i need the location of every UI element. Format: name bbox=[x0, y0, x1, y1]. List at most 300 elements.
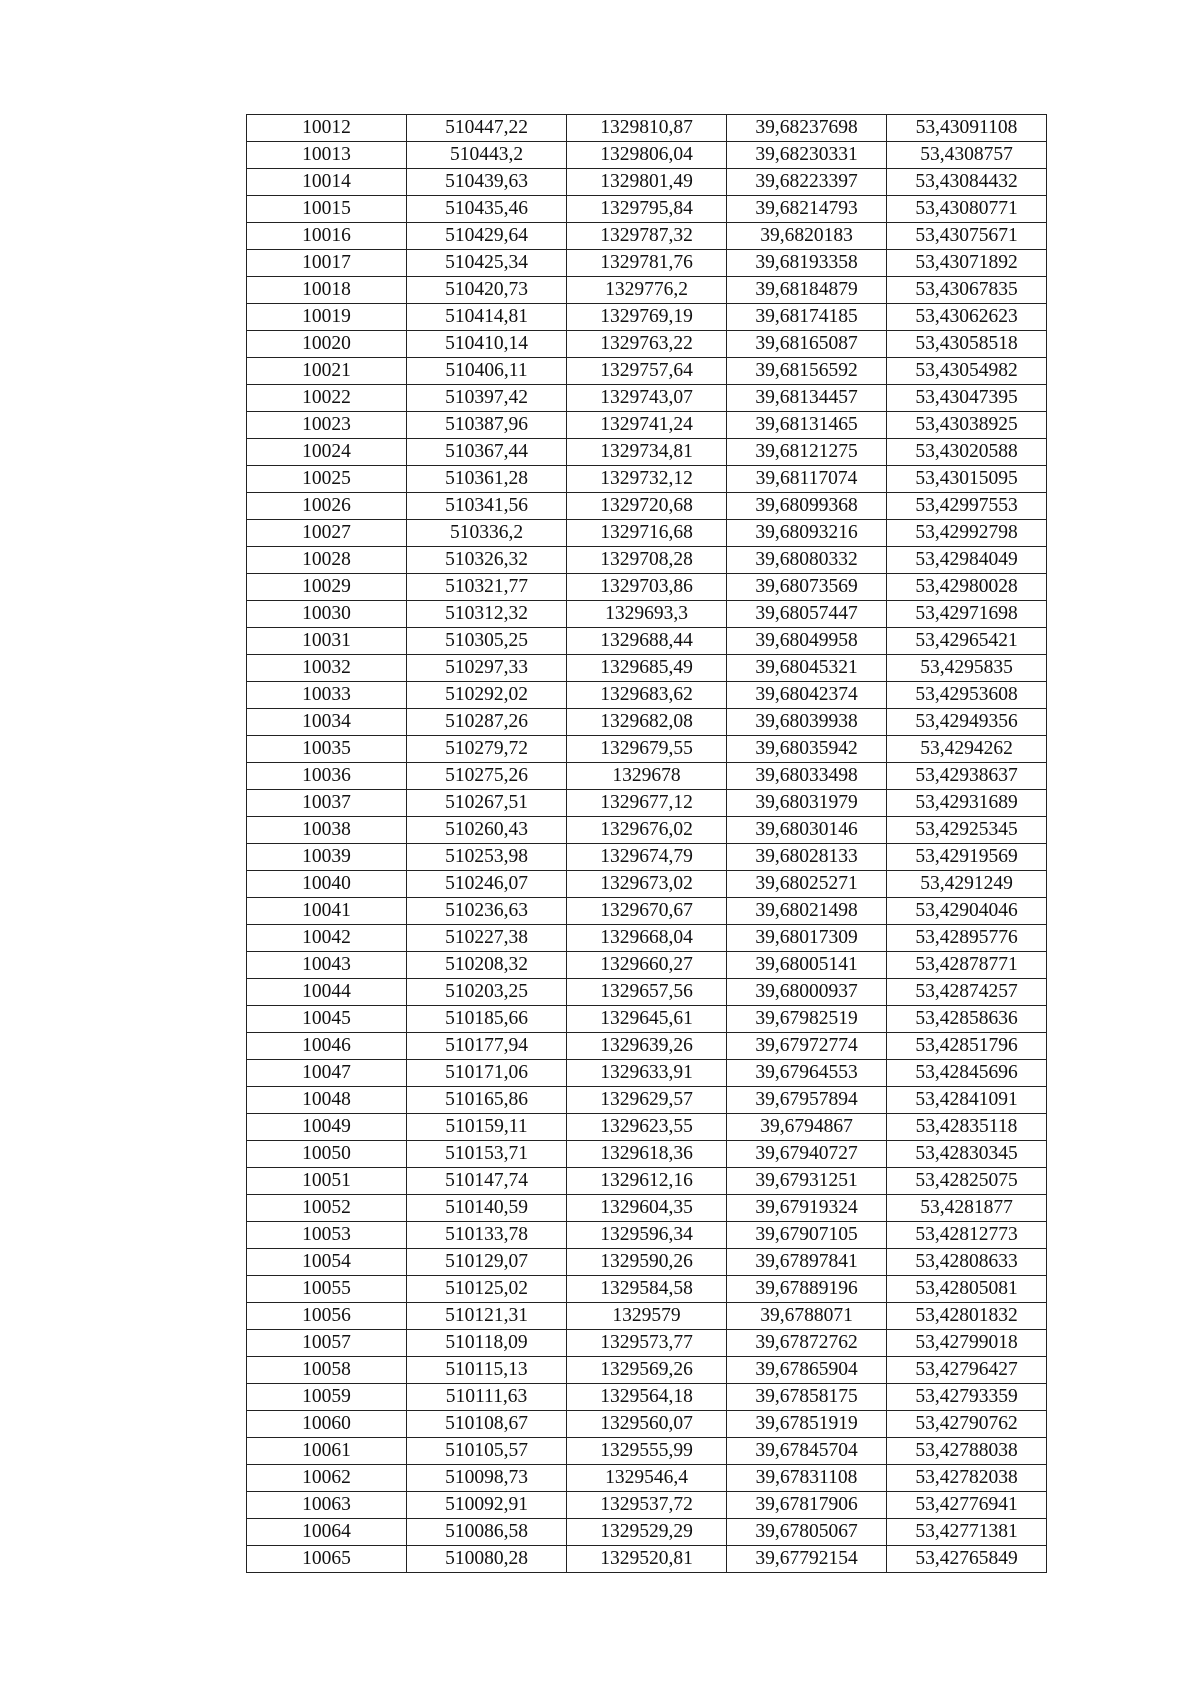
table-row bbox=[247, 790, 1047, 817]
x-coordinate-cell: 510253,98 bbox=[407, 844, 567, 871]
y-coordinate-cell: 1329645,61 bbox=[567, 1006, 727, 1033]
latitude-cell: 53,42874257 bbox=[887, 979, 1047, 1006]
y-coordinate-cell: 1329708,28 bbox=[567, 547, 727, 574]
longitude-cell: 39,67872762 bbox=[727, 1330, 887, 1357]
point-number-cell: 10043 bbox=[247, 952, 407, 979]
table-row bbox=[247, 412, 1047, 439]
table-row bbox=[247, 1519, 1047, 1546]
point-number-cell: 10036 bbox=[247, 763, 407, 790]
x-coordinate-cell: 510267,51 bbox=[407, 790, 567, 817]
table-row bbox=[247, 1195, 1047, 1222]
y-coordinate-cell: 1329560,07 bbox=[567, 1411, 727, 1438]
x-coordinate-cell: 510133,78 bbox=[407, 1222, 567, 1249]
y-coordinate-cell: 1329787,32 bbox=[567, 223, 727, 250]
latitude-cell: 53,42830345 bbox=[887, 1141, 1047, 1168]
x-coordinate-cell: 510387,96 bbox=[407, 412, 567, 439]
x-coordinate-cell: 510125,02 bbox=[407, 1276, 567, 1303]
point-number-cell: 10037 bbox=[247, 790, 407, 817]
longitude-cell: 39,68028133 bbox=[727, 844, 887, 871]
table-row bbox=[247, 628, 1047, 655]
latitude-cell: 53,42980028 bbox=[887, 574, 1047, 601]
latitude-cell: 53,42984049 bbox=[887, 547, 1047, 574]
x-coordinate-cell: 510321,77 bbox=[407, 574, 567, 601]
y-coordinate-cell: 1329573,77 bbox=[567, 1330, 727, 1357]
y-coordinate-cell: 1329546,4 bbox=[567, 1465, 727, 1492]
latitude-cell: 53,4281877 bbox=[887, 1195, 1047, 1222]
table-row bbox=[247, 1411, 1047, 1438]
y-coordinate-cell: 1329801,49 bbox=[567, 169, 727, 196]
x-coordinate-cell: 510429,64 bbox=[407, 223, 567, 250]
point-number-cell: 10023 bbox=[247, 412, 407, 439]
x-coordinate-cell: 510098,73 bbox=[407, 1465, 567, 1492]
point-number-cell: 10049 bbox=[247, 1114, 407, 1141]
latitude-cell: 53,42793359 bbox=[887, 1384, 1047, 1411]
table-row bbox=[247, 925, 1047, 952]
table-row bbox=[247, 304, 1047, 331]
latitude-cell: 53,43015095 bbox=[887, 466, 1047, 493]
table-row bbox=[247, 1465, 1047, 1492]
x-coordinate-cell: 510305,25 bbox=[407, 628, 567, 655]
x-coordinate-cell: 510086,58 bbox=[407, 1519, 567, 1546]
y-coordinate-cell: 1329743,07 bbox=[567, 385, 727, 412]
latitude-cell: 53,42953608 bbox=[887, 682, 1047, 709]
x-coordinate-cell: 510312,32 bbox=[407, 601, 567, 628]
longitude-cell: 39,68031979 bbox=[727, 790, 887, 817]
longitude-cell: 39,68021498 bbox=[727, 898, 887, 925]
table-row bbox=[247, 655, 1047, 682]
x-coordinate-cell: 510425,34 bbox=[407, 250, 567, 277]
latitude-cell: 53,43071892 bbox=[887, 250, 1047, 277]
latitude-cell: 53,42965421 bbox=[887, 628, 1047, 655]
table-row bbox=[247, 1168, 1047, 1195]
table-row bbox=[247, 1330, 1047, 1357]
longitude-cell: 39,67940727 bbox=[727, 1141, 887, 1168]
point-number-cell: 10022 bbox=[247, 385, 407, 412]
table-row bbox=[247, 358, 1047, 385]
longitude-cell: 39,68017309 bbox=[727, 925, 887, 952]
latitude-cell: 53,42812773 bbox=[887, 1222, 1047, 1249]
y-coordinate-cell: 1329674,79 bbox=[567, 844, 727, 871]
x-coordinate-cell: 510115,13 bbox=[407, 1357, 567, 1384]
point-number-cell: 10018 bbox=[247, 277, 407, 304]
table-row bbox=[247, 736, 1047, 763]
longitude-cell: 39,67931251 bbox=[727, 1168, 887, 1195]
point-number-cell: 10012 bbox=[247, 115, 407, 142]
table-row bbox=[247, 1114, 1047, 1141]
x-coordinate-cell: 510439,63 bbox=[407, 169, 567, 196]
y-coordinate-cell: 1329810,87 bbox=[567, 115, 727, 142]
y-coordinate-cell: 1329769,19 bbox=[567, 304, 727, 331]
x-coordinate-cell: 510397,42 bbox=[407, 385, 567, 412]
x-coordinate-cell: 510208,32 bbox=[407, 952, 567, 979]
point-number-cell: 10057 bbox=[247, 1330, 407, 1357]
table-row bbox=[247, 952, 1047, 979]
point-number-cell: 10048 bbox=[247, 1087, 407, 1114]
y-coordinate-cell: 1329579 bbox=[567, 1303, 727, 1330]
point-number-cell: 10016 bbox=[247, 223, 407, 250]
latitude-cell: 53,43084432 bbox=[887, 169, 1047, 196]
y-coordinate-cell: 1329618,36 bbox=[567, 1141, 727, 1168]
latitude-cell: 53,42919569 bbox=[887, 844, 1047, 871]
latitude-cell: 53,42771381 bbox=[887, 1519, 1047, 1546]
y-coordinate-cell: 1329673,02 bbox=[567, 871, 727, 898]
latitude-cell: 53,4294262 bbox=[887, 736, 1047, 763]
coordinates-table bbox=[246, 114, 1047, 1573]
x-coordinate-cell: 510410,14 bbox=[407, 331, 567, 358]
longitude-cell: 39,67964553 bbox=[727, 1060, 887, 1087]
y-coordinate-cell: 1329676,02 bbox=[567, 817, 727, 844]
longitude-cell: 39,68000937 bbox=[727, 979, 887, 1006]
latitude-cell: 53,43058518 bbox=[887, 331, 1047, 358]
table-row bbox=[247, 169, 1047, 196]
table-row bbox=[247, 1087, 1047, 1114]
point-number-cell: 10033 bbox=[247, 682, 407, 709]
y-coordinate-cell: 1329596,34 bbox=[567, 1222, 727, 1249]
x-coordinate-cell: 510260,43 bbox=[407, 817, 567, 844]
x-coordinate-cell: 510279,72 bbox=[407, 736, 567, 763]
longitude-cell: 39,68099368 bbox=[727, 493, 887, 520]
longitude-cell: 39,6820183 bbox=[727, 223, 887, 250]
point-number-cell: 10055 bbox=[247, 1276, 407, 1303]
table-row bbox=[247, 493, 1047, 520]
table-row bbox=[247, 682, 1047, 709]
latitude-cell: 53,43091108 bbox=[887, 115, 1047, 142]
point-number-cell: 10035 bbox=[247, 736, 407, 763]
latitude-cell: 53,42825075 bbox=[887, 1168, 1047, 1195]
x-coordinate-cell: 510435,46 bbox=[407, 196, 567, 223]
latitude-cell: 53,42801832 bbox=[887, 1303, 1047, 1330]
x-coordinate-cell: 510129,07 bbox=[407, 1249, 567, 1276]
table-row bbox=[247, 1384, 1047, 1411]
latitude-cell: 53,42799018 bbox=[887, 1330, 1047, 1357]
table-row bbox=[247, 547, 1047, 574]
y-coordinate-cell: 1329720,68 bbox=[567, 493, 727, 520]
point-number-cell: 10056 bbox=[247, 1303, 407, 1330]
latitude-cell: 53,4308757 bbox=[887, 142, 1047, 169]
longitude-cell: 39,6794867 bbox=[727, 1114, 887, 1141]
x-coordinate-cell: 510443,2 bbox=[407, 142, 567, 169]
table-row bbox=[247, 1006, 1047, 1033]
x-coordinate-cell: 510236,63 bbox=[407, 898, 567, 925]
point-number-cell: 10027 bbox=[247, 520, 407, 547]
y-coordinate-cell: 1329703,86 bbox=[567, 574, 727, 601]
table-row bbox=[247, 520, 1047, 547]
y-coordinate-cell: 1329569,26 bbox=[567, 1357, 727, 1384]
x-coordinate-cell: 510140,59 bbox=[407, 1195, 567, 1222]
longitude-cell: 39,68134457 bbox=[727, 385, 887, 412]
point-number-cell: 10047 bbox=[247, 1060, 407, 1087]
table-row bbox=[247, 115, 1047, 142]
y-coordinate-cell: 1329660,27 bbox=[567, 952, 727, 979]
y-coordinate-cell: 1329537,72 bbox=[567, 1492, 727, 1519]
longitude-cell: 39,67805067 bbox=[727, 1519, 887, 1546]
longitude-cell: 39,67851919 bbox=[727, 1411, 887, 1438]
x-coordinate-cell: 510118,09 bbox=[407, 1330, 567, 1357]
y-coordinate-cell: 1329795,84 bbox=[567, 196, 727, 223]
x-coordinate-cell: 510153,71 bbox=[407, 1141, 567, 1168]
point-number-cell: 10014 bbox=[247, 169, 407, 196]
table-row bbox=[247, 1249, 1047, 1276]
y-coordinate-cell: 1329734,81 bbox=[567, 439, 727, 466]
latitude-cell: 53,42971698 bbox=[887, 601, 1047, 628]
latitude-cell: 53,42796427 bbox=[887, 1357, 1047, 1384]
latitude-cell: 53,43020588 bbox=[887, 439, 1047, 466]
point-number-cell: 10040 bbox=[247, 871, 407, 898]
x-coordinate-cell: 510447,22 bbox=[407, 115, 567, 142]
point-number-cell: 10061 bbox=[247, 1438, 407, 1465]
latitude-cell: 53,42808633 bbox=[887, 1249, 1047, 1276]
point-number-cell: 10015 bbox=[247, 196, 407, 223]
longitude-cell: 39,68093216 bbox=[727, 520, 887, 547]
y-coordinate-cell: 1329584,58 bbox=[567, 1276, 727, 1303]
point-number-cell: 10038 bbox=[247, 817, 407, 844]
latitude-cell: 53,42997553 bbox=[887, 493, 1047, 520]
longitude-cell: 39,67792154 bbox=[727, 1546, 887, 1573]
y-coordinate-cell: 1329555,99 bbox=[567, 1438, 727, 1465]
longitude-cell: 39,68039938 bbox=[727, 709, 887, 736]
point-number-cell: 10013 bbox=[247, 142, 407, 169]
y-coordinate-cell: 1329806,04 bbox=[567, 142, 727, 169]
longitude-cell: 39,67817906 bbox=[727, 1492, 887, 1519]
point-number-cell: 10039 bbox=[247, 844, 407, 871]
point-number-cell: 10045 bbox=[247, 1006, 407, 1033]
y-coordinate-cell: 1329529,29 bbox=[567, 1519, 727, 1546]
latitude-cell: 53,42858636 bbox=[887, 1006, 1047, 1033]
table-row bbox=[247, 1357, 1047, 1384]
x-coordinate-cell: 510292,02 bbox=[407, 682, 567, 709]
table-row bbox=[247, 331, 1047, 358]
y-coordinate-cell: 1329685,49 bbox=[567, 655, 727, 682]
table-row bbox=[247, 385, 1047, 412]
longitude-cell: 39,67845704 bbox=[727, 1438, 887, 1465]
coordinates-table-body bbox=[247, 115, 1047, 1573]
x-coordinate-cell: 510121,31 bbox=[407, 1303, 567, 1330]
latitude-cell: 53,4291249 bbox=[887, 871, 1047, 898]
latitude-cell: 53,42765849 bbox=[887, 1546, 1047, 1573]
longitude-cell: 39,68117074 bbox=[727, 466, 887, 493]
latitude-cell: 53,42851796 bbox=[887, 1033, 1047, 1060]
latitude-cell: 53,42931689 bbox=[887, 790, 1047, 817]
y-coordinate-cell: 1329776,2 bbox=[567, 277, 727, 304]
x-coordinate-cell: 510203,25 bbox=[407, 979, 567, 1006]
point-number-cell: 10064 bbox=[247, 1519, 407, 1546]
x-coordinate-cell: 510108,67 bbox=[407, 1411, 567, 1438]
x-coordinate-cell: 510159,11 bbox=[407, 1114, 567, 1141]
longitude-cell: 39,68045321 bbox=[727, 655, 887, 682]
point-number-cell: 10063 bbox=[247, 1492, 407, 1519]
point-number-cell: 10065 bbox=[247, 1546, 407, 1573]
table-row bbox=[247, 871, 1047, 898]
y-coordinate-cell: 1329612,16 bbox=[567, 1168, 727, 1195]
longitude-cell: 39,67957894 bbox=[727, 1087, 887, 1114]
x-coordinate-cell: 510326,32 bbox=[407, 547, 567, 574]
point-number-cell: 10017 bbox=[247, 250, 407, 277]
y-coordinate-cell: 1329688,44 bbox=[567, 628, 727, 655]
longitude-cell: 39,67889196 bbox=[727, 1276, 887, 1303]
y-coordinate-cell: 1329682,08 bbox=[567, 709, 727, 736]
point-number-cell: 10042 bbox=[247, 925, 407, 952]
point-number-cell: 10032 bbox=[247, 655, 407, 682]
y-coordinate-cell: 1329604,35 bbox=[567, 1195, 727, 1222]
y-coordinate-cell: 1329668,04 bbox=[567, 925, 727, 952]
point-number-cell: 10030 bbox=[247, 601, 407, 628]
longitude-cell: 39,68005141 bbox=[727, 952, 887, 979]
y-coordinate-cell: 1329741,24 bbox=[567, 412, 727, 439]
point-number-cell: 10062 bbox=[247, 1465, 407, 1492]
point-number-cell: 10021 bbox=[247, 358, 407, 385]
y-coordinate-cell: 1329679,55 bbox=[567, 736, 727, 763]
point-number-cell: 10046 bbox=[247, 1033, 407, 1060]
x-coordinate-cell: 510092,91 bbox=[407, 1492, 567, 1519]
y-coordinate-cell: 1329657,56 bbox=[567, 979, 727, 1006]
table-row bbox=[247, 223, 1047, 250]
latitude-cell: 53,43038925 bbox=[887, 412, 1047, 439]
latitude-cell: 53,42805081 bbox=[887, 1276, 1047, 1303]
x-coordinate-cell: 510341,56 bbox=[407, 493, 567, 520]
x-coordinate-cell: 510336,2 bbox=[407, 520, 567, 547]
y-coordinate-cell: 1329564,18 bbox=[567, 1384, 727, 1411]
longitude-cell: 39,67972774 bbox=[727, 1033, 887, 1060]
longitude-cell: 39,68049958 bbox=[727, 628, 887, 655]
latitude-cell: 53,42782038 bbox=[887, 1465, 1047, 1492]
table-row bbox=[247, 1060, 1047, 1087]
latitude-cell: 53,42790762 bbox=[887, 1411, 1047, 1438]
x-coordinate-cell: 510177,94 bbox=[407, 1033, 567, 1060]
longitude-cell: 39,67919324 bbox=[727, 1195, 887, 1222]
point-number-cell: 10050 bbox=[247, 1141, 407, 1168]
longitude-cell: 39,68230331 bbox=[727, 142, 887, 169]
longitude-cell: 39,68131465 bbox=[727, 412, 887, 439]
table-row bbox=[247, 196, 1047, 223]
longitude-cell: 39,68121275 bbox=[727, 439, 887, 466]
x-coordinate-cell: 510361,28 bbox=[407, 466, 567, 493]
table-row bbox=[247, 466, 1047, 493]
table-row bbox=[247, 250, 1047, 277]
point-number-cell: 10044 bbox=[247, 979, 407, 1006]
y-coordinate-cell: 1329520,81 bbox=[567, 1546, 727, 1573]
y-coordinate-cell: 1329670,67 bbox=[567, 898, 727, 925]
x-coordinate-cell: 510227,38 bbox=[407, 925, 567, 952]
latitude-cell: 53,43054982 bbox=[887, 358, 1047, 385]
latitude-cell: 53,42788038 bbox=[887, 1438, 1047, 1465]
table-row bbox=[247, 1303, 1047, 1330]
table-row bbox=[247, 979, 1047, 1006]
y-coordinate-cell: 1329633,91 bbox=[567, 1060, 727, 1087]
latitude-cell: 53,42992798 bbox=[887, 520, 1047, 547]
table-row bbox=[247, 1276, 1047, 1303]
latitude-cell: 53,42835118 bbox=[887, 1114, 1047, 1141]
table-row bbox=[247, 601, 1047, 628]
x-coordinate-cell: 510111,63 bbox=[407, 1384, 567, 1411]
y-coordinate-cell: 1329732,12 bbox=[567, 466, 727, 493]
latitude-cell: 53,42845696 bbox=[887, 1060, 1047, 1087]
table-row bbox=[247, 709, 1047, 736]
latitude-cell: 53,42925345 bbox=[887, 817, 1047, 844]
point-number-cell: 10059 bbox=[247, 1384, 407, 1411]
point-number-cell: 10034 bbox=[247, 709, 407, 736]
x-coordinate-cell: 510080,28 bbox=[407, 1546, 567, 1573]
longitude-cell: 39,68223397 bbox=[727, 169, 887, 196]
x-coordinate-cell: 510171,06 bbox=[407, 1060, 567, 1087]
longitude-cell: 39,67831108 bbox=[727, 1465, 887, 1492]
y-coordinate-cell: 1329590,26 bbox=[567, 1249, 727, 1276]
latitude-cell: 53,42949356 bbox=[887, 709, 1047, 736]
longitude-cell: 39,68214793 bbox=[727, 196, 887, 223]
point-number-cell: 10054 bbox=[247, 1249, 407, 1276]
point-number-cell: 10058 bbox=[247, 1357, 407, 1384]
table-row bbox=[247, 1033, 1047, 1060]
x-coordinate-cell: 510414,81 bbox=[407, 304, 567, 331]
x-coordinate-cell: 510420,73 bbox=[407, 277, 567, 304]
point-number-cell: 10060 bbox=[247, 1411, 407, 1438]
y-coordinate-cell: 1329639,26 bbox=[567, 1033, 727, 1060]
longitude-cell: 39,67897841 bbox=[727, 1249, 887, 1276]
longitude-cell: 39,68025271 bbox=[727, 871, 887, 898]
longitude-cell: 39,68174185 bbox=[727, 304, 887, 331]
point-number-cell: 10026 bbox=[247, 493, 407, 520]
table-row bbox=[247, 142, 1047, 169]
y-coordinate-cell: 1329757,64 bbox=[567, 358, 727, 385]
x-coordinate-cell: 510406,11 bbox=[407, 358, 567, 385]
point-number-cell: 10029 bbox=[247, 574, 407, 601]
table-row bbox=[247, 574, 1047, 601]
longitude-cell: 39,68193358 bbox=[727, 250, 887, 277]
longitude-cell: 39,68080332 bbox=[727, 547, 887, 574]
table-row bbox=[247, 1141, 1047, 1168]
latitude-cell: 53,42878771 bbox=[887, 952, 1047, 979]
x-coordinate-cell: 510297,33 bbox=[407, 655, 567, 682]
point-number-cell: 10051 bbox=[247, 1168, 407, 1195]
x-coordinate-cell: 510147,74 bbox=[407, 1168, 567, 1195]
latitude-cell: 53,42904046 bbox=[887, 898, 1047, 925]
latitude-cell: 53,43080771 bbox=[887, 196, 1047, 223]
longitude-cell: 39,68042374 bbox=[727, 682, 887, 709]
latitude-cell: 53,42938637 bbox=[887, 763, 1047, 790]
table-row bbox=[247, 898, 1047, 925]
table-row bbox=[247, 439, 1047, 466]
y-coordinate-cell: 1329716,68 bbox=[567, 520, 727, 547]
latitude-cell: 53,4295835 bbox=[887, 655, 1047, 682]
longitude-cell: 39,68057447 bbox=[727, 601, 887, 628]
y-coordinate-cell: 1329677,12 bbox=[567, 790, 727, 817]
longitude-cell: 39,68030146 bbox=[727, 817, 887, 844]
latitude-cell: 53,43062623 bbox=[887, 304, 1047, 331]
longitude-cell: 39,68237698 bbox=[727, 115, 887, 142]
table-row bbox=[247, 763, 1047, 790]
point-number-cell: 10031 bbox=[247, 628, 407, 655]
longitude-cell: 39,67907105 bbox=[727, 1222, 887, 1249]
latitude-cell: 53,42841091 bbox=[887, 1087, 1047, 1114]
point-number-cell: 10024 bbox=[247, 439, 407, 466]
y-coordinate-cell: 1329629,57 bbox=[567, 1087, 727, 1114]
x-coordinate-cell: 510105,57 bbox=[407, 1438, 567, 1465]
point-number-cell: 10041 bbox=[247, 898, 407, 925]
longitude-cell: 39,6788071 bbox=[727, 1303, 887, 1330]
point-number-cell: 10053 bbox=[247, 1222, 407, 1249]
longitude-cell: 39,68156592 bbox=[727, 358, 887, 385]
longitude-cell: 39,67982519 bbox=[727, 1006, 887, 1033]
latitude-cell: 53,42776941 bbox=[887, 1492, 1047, 1519]
table-row bbox=[247, 277, 1047, 304]
table-row bbox=[247, 1438, 1047, 1465]
table-row bbox=[247, 817, 1047, 844]
longitude-cell: 39,68035942 bbox=[727, 736, 887, 763]
point-number-cell: 10028 bbox=[247, 547, 407, 574]
table-row bbox=[247, 1222, 1047, 1249]
x-coordinate-cell: 510287,26 bbox=[407, 709, 567, 736]
y-coordinate-cell: 1329623,55 bbox=[567, 1114, 727, 1141]
point-number-cell: 10052 bbox=[247, 1195, 407, 1222]
